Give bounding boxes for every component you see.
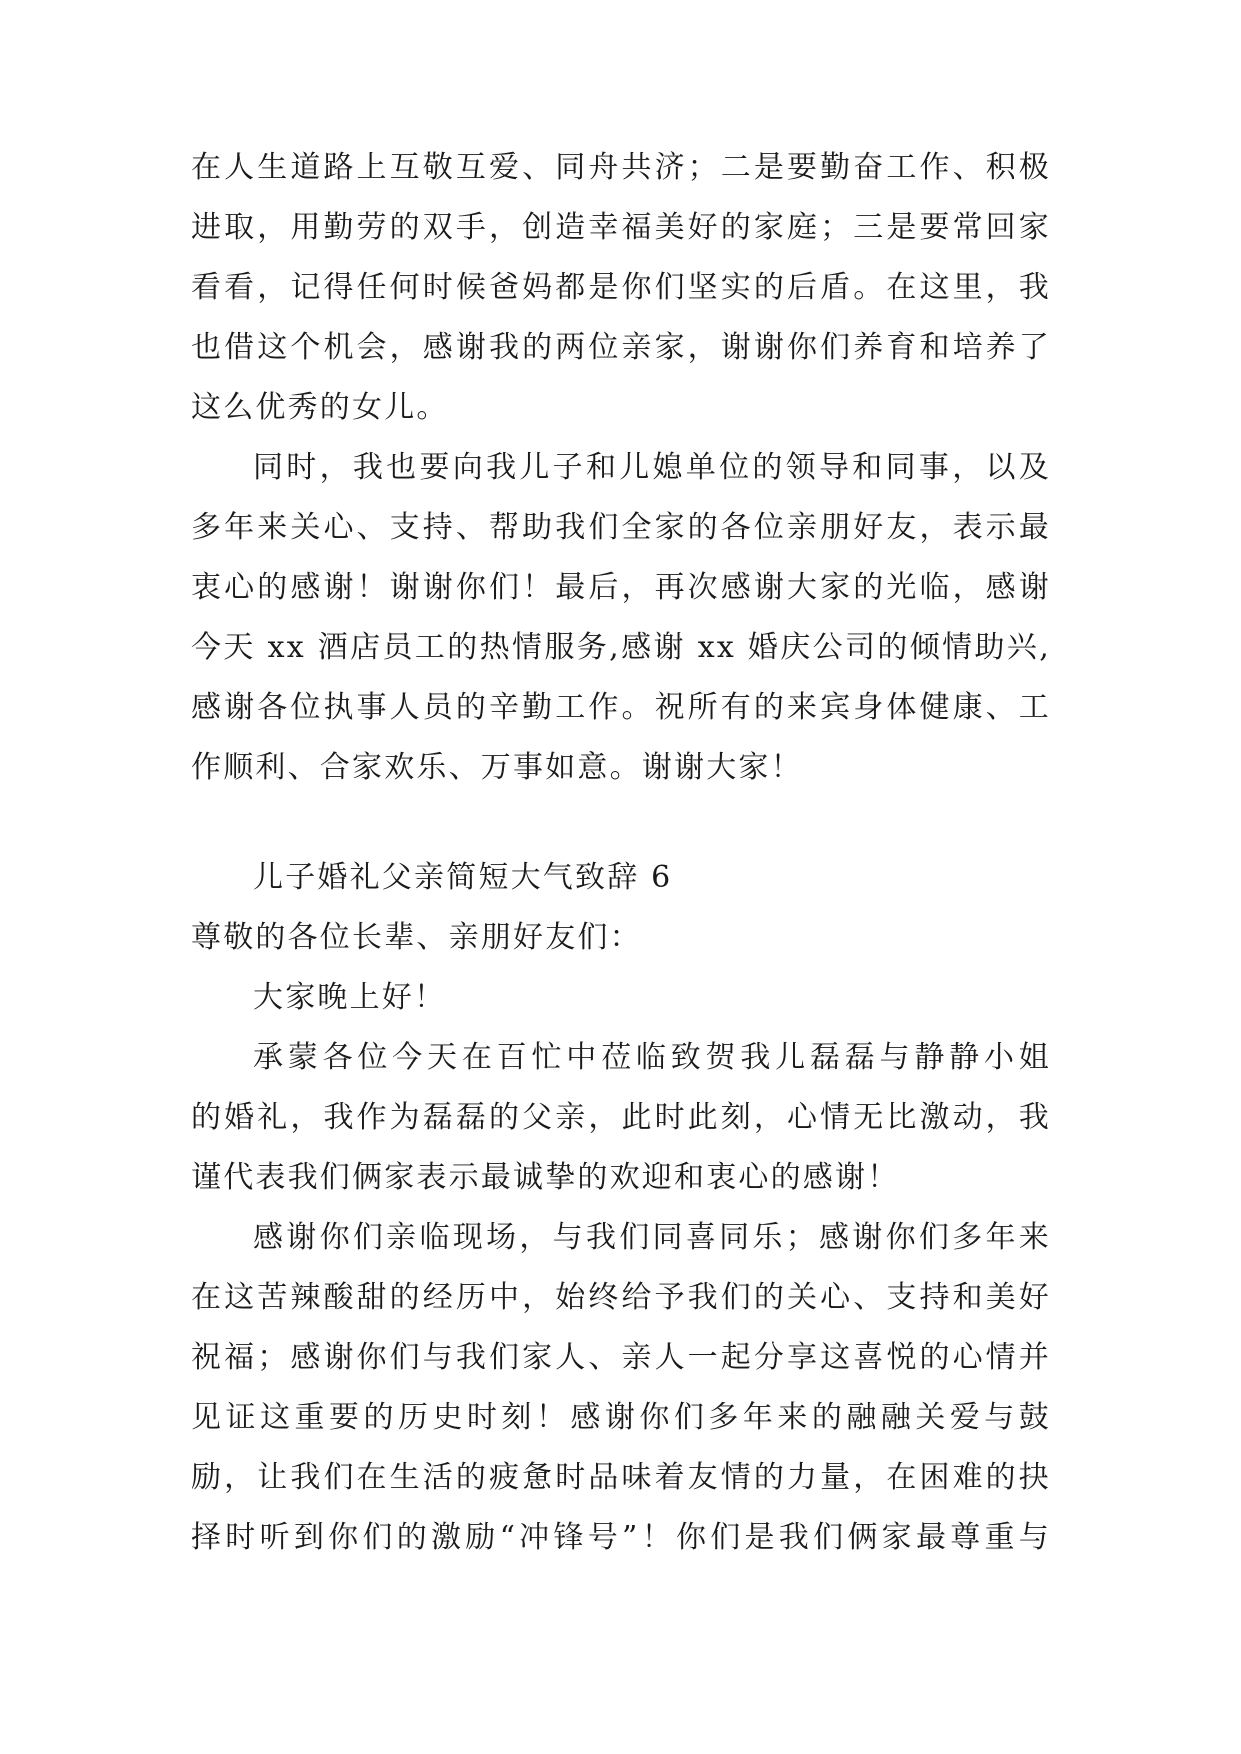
paragraph-line: 在这苦辣酸甜的经历中，始终给予我们的关心、支持和美好 bbox=[191, 1280, 1051, 1315]
paragraph-line: 进取，用勤劳的双手，创造幸福美好的家庭；三是要常回家 bbox=[191, 210, 1051, 245]
paragraph-line: 同时，我也要向我儿子和儿媳单位的领导和同事，以及 bbox=[253, 450, 1051, 485]
paragraph-line: 承蒙各位今天在百忙中莅临致贺我儿磊磊与静静小姐 bbox=[253, 1040, 1051, 1075]
paragraph-line: 衷心的感谢！谢谢你们！最后，再次感谢大家的光临，感谢 bbox=[191, 570, 1051, 605]
paragraph-line: 的婚礼，我作为磊磊的父亲，此时此刻，心情无比激动，我 bbox=[191, 1100, 1051, 1135]
paragraph-line: 多年来关心、支持、帮助我们全家的各位亲朋好友，表示最 bbox=[191, 510, 1051, 545]
paragraph-line: 今天 xx 酒店员工的热情服务,感谢 xx 婚庆公司的倾情助兴, bbox=[191, 630, 1051, 665]
paragraph-line: 见证这重要的历史时刻！感谢你们多年来的融融关爱与鼓 bbox=[191, 1400, 1051, 1435]
paragraph-line: 这么优秀的女儿。 bbox=[191, 390, 449, 425]
paragraph-line: 励，让我们在生活的疲惫时品味着友情的力量，在困难的抉 bbox=[191, 1460, 1051, 1495]
paragraph-line: 感谢各位执事人员的辛勤工作。祝所有的来宾身体健康、工 bbox=[191, 690, 1051, 725]
paragraph-line: 在人生道路上互敬互爱、同舟共济；二是要勤奋工作、积极 bbox=[191, 150, 1051, 185]
greeting: 大家晚上好！ bbox=[253, 980, 447, 1015]
section-heading: 儿子婚礼父亲简短大气致辞 6 bbox=[253, 860, 673, 895]
paragraph-line: 作顺利、合家欢乐、万事如意。谢谢大家！ bbox=[191, 750, 803, 785]
paragraph-line: 看看，记得任何时候爸妈都是你们坚实的后盾。在这里，我 bbox=[191, 270, 1051, 305]
paragraph-line: 谨代表我们俩家表示最诚挚的欢迎和衷心的感谢！ bbox=[191, 1160, 900, 1195]
paragraph-line: 也借这个机会，感谢我的两位亲家，谢谢你们养育和培养了 bbox=[191, 330, 1051, 365]
paragraph-line: 择时听到你们的激励“冲锋号”！你们是我们俩家最尊重与 bbox=[191, 1520, 1051, 1555]
paragraph-line: 感谢你们亲临现场，与我们同喜同乐；感谢你们多年来 bbox=[253, 1220, 1051, 1255]
paragraph-line: 祝福；感谢你们与我们家人、亲人一起分享这喜悦的心情并 bbox=[191, 1340, 1051, 1375]
salutation: 尊敬的各位长辈、亲朋好友们： bbox=[191, 920, 642, 955]
